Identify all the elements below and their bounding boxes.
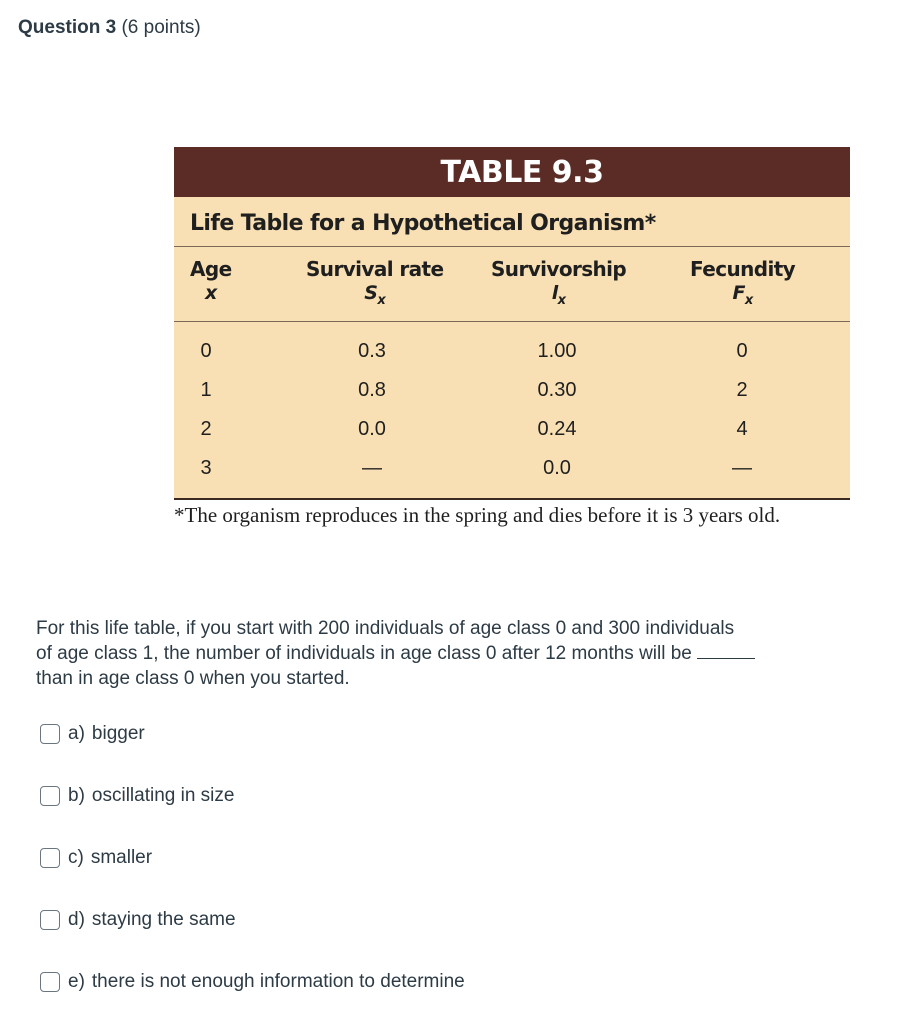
col-header-symbol [491,281,626,313]
col-symbol-sub: x [557,292,566,308]
col-header-symbol [190,281,232,305]
table-footnote: *The organism reproduces in the spring and dies before it is 3 years old. [174,503,781,527]
option-text: there is not enough information to determine [91,971,465,992]
cell-survivorship: 0.30 [537,379,577,401]
option-text: oscillating in size [91,785,235,806]
table-row [174,414,850,453]
option-text: bigger [91,723,145,744]
col-header-label: Fecundity [690,257,796,281]
col-symbol-l: l [551,282,558,304]
question-number: Question 3 [18,17,117,38]
col-symbol-sub: x [377,292,386,308]
col-header-fecundity [690,257,795,313]
col-symbol-s: S [364,282,378,304]
cell-fecundity: 2 [736,379,748,401]
life-table-figure [174,147,850,500]
table-row [174,453,850,492]
option-letter: a) [68,723,85,744]
table-title: Life Table for a Hypothetical Organism* [174,197,850,247]
cell-age: 0 [200,340,212,362]
col-header-survival-rate [306,257,443,313]
question-prompt [36,616,836,691]
cell-survival-rate: 0.3 [358,340,386,362]
cell-survival-rate: 0.8 [358,379,386,401]
table-rows [174,322,850,498]
cell-survival-rate: 0.0 [358,418,386,440]
table-row [174,336,850,375]
table-row [174,375,850,414]
checkbox[interactable] [40,786,60,806]
answer-option-a[interactable] [40,723,145,745]
answer-blank [697,642,755,659]
col-header-survivorship [491,257,626,313]
answer-option-e[interactable] [40,971,465,993]
col-header-label: Age [190,257,232,281]
prompt-line-1: For this life table, if you start with 200 individuals of age class 0 and 300 individuals [36,618,735,639]
col-header-symbol [690,281,795,313]
checkbox[interactable] [40,724,60,744]
cell-age: 1 [200,379,212,401]
option-letter: e) [68,971,85,992]
prompt-line-3: than in age class 0 when you started. [36,668,350,689]
cell-survivorship: 0.24 [537,418,577,440]
prompt-line-2: of age class 1, the number of individuals in age class 0 after 12 months will be [36,643,692,664]
option-letter: b) [68,785,85,806]
option-letter: c) [68,847,84,868]
table-banner: TABLE 9.3 [174,147,850,197]
checkbox[interactable] [40,972,60,992]
cell-survival-rate: — [362,457,382,479]
question-points: (6 points) [121,17,201,38]
answer-option-d[interactable] [40,909,236,931]
cell-fecundity: 4 [736,418,748,440]
col-header-symbol [306,281,443,313]
cell-survivorship: 0.0 [543,457,571,479]
table-body [174,197,850,500]
table-header-row [174,247,850,322]
cell-fecundity: 0 [736,340,748,362]
answer-option-c[interactable] [40,847,152,869]
cell-age: 2 [200,418,212,440]
option-text: staying the same [91,909,236,930]
option-letter: d) [68,909,85,930]
checkbox[interactable] [40,910,60,930]
checkbox[interactable] [40,848,60,868]
col-header-label: Survivorship [491,257,627,281]
col-symbol-sub: x [744,292,753,308]
answer-option-b[interactable] [40,785,234,807]
cell-survivorship: 1.00 [537,340,577,362]
col-symbol-x: x [204,282,217,304]
cell-age: 3 [200,457,212,479]
col-symbol-f: F [732,282,745,304]
option-text: smaller [90,847,153,868]
question-header [18,17,201,39]
col-header-label: Survival rate [306,257,444,281]
col-header-age [190,257,232,305]
cell-fecundity: — [732,457,752,479]
